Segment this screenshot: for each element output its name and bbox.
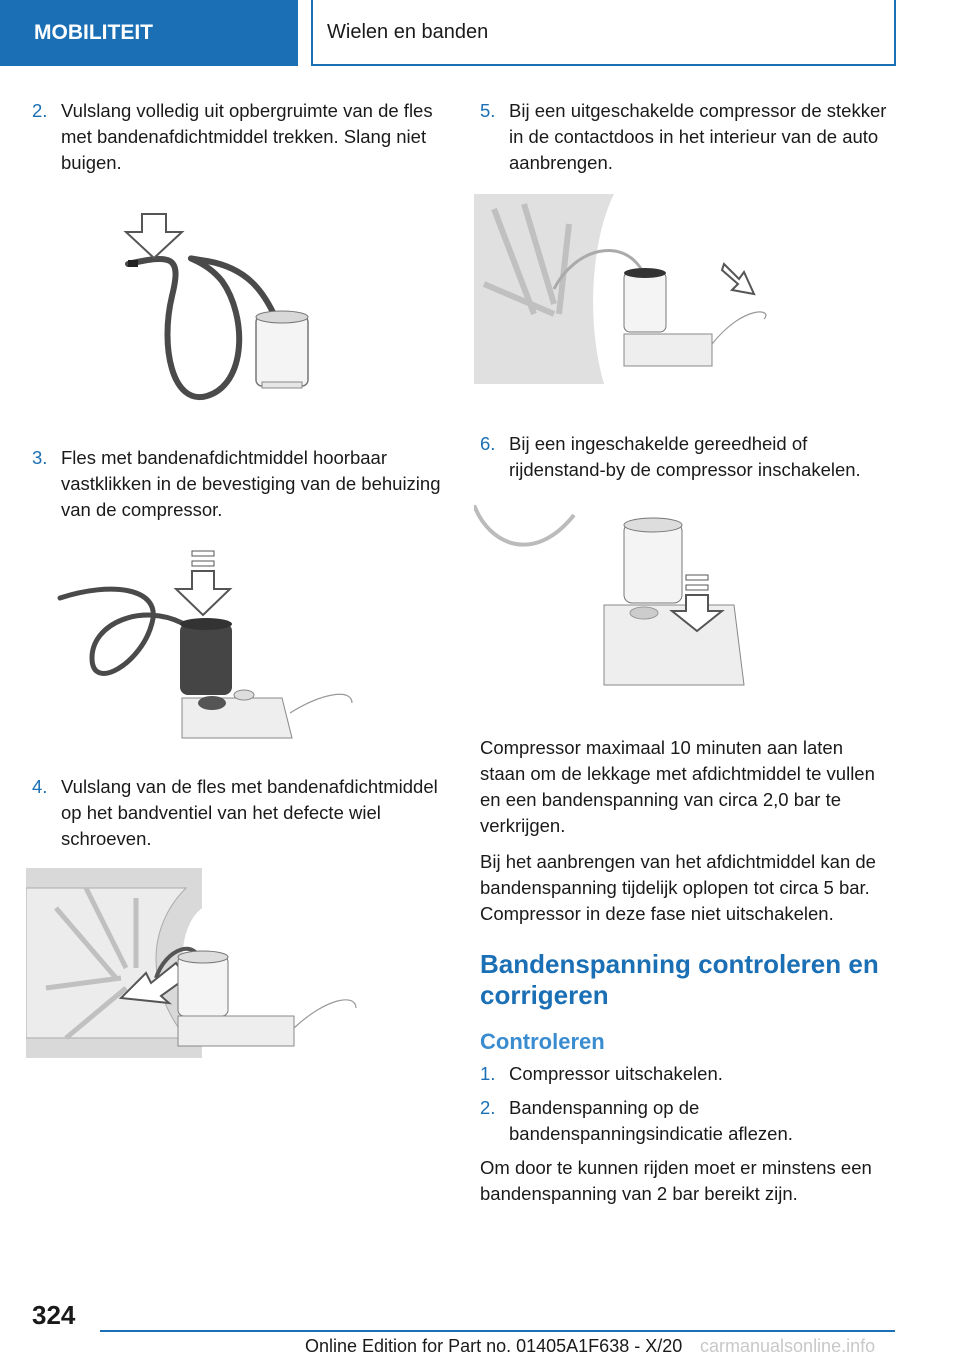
bottle-click-illustration xyxy=(32,543,452,758)
paragraph-compressor: Compressor maximaal 10 minuten aan laten staan om de lekkage met afdichtmiddel te vullen en een bandenspanning van circa 2,0 bar te verkrijgen. xyxy=(480,737,875,836)
valve-connect-illustration xyxy=(26,868,446,1058)
footer-edition: Online Edition for Part no. 01405A1F638 - X/20 xyxy=(305,1336,683,1356)
step-3 xyxy=(32,445,452,523)
chapter-title: Wielen en banden xyxy=(327,20,489,43)
subheading: Controleren xyxy=(480,1029,605,1054)
step-text: Compressor uitschakelen. xyxy=(509,1063,723,1084)
step-text: Fles met bandenafdichtmiddel hoorbaar vastklikken in de bevestiging van de behuizing van de compressor. xyxy=(61,447,441,520)
step-5 xyxy=(480,98,892,176)
step-text: Vulslang volledig uit opbergruimte van de fles met bandenafdichtmiddel trekken. Slang niet buigen. xyxy=(61,100,433,173)
check-step-1 xyxy=(480,1061,892,1087)
step-number: 3. xyxy=(32,447,48,468)
section-tab xyxy=(0,0,298,66)
right-column xyxy=(480,98,892,1217)
step-number: 5. xyxy=(480,100,496,121)
step-4 xyxy=(32,774,452,852)
step-number: 2. xyxy=(480,1097,496,1118)
paragraph-pressure: Bij het aanbrengen van het afdichtmiddel kan de bandenspanning tijdelijk oplopen tot circa 5 bar. Compressor in deze fase niet uitschakelen. xyxy=(480,851,876,924)
step-number: 1. xyxy=(480,1063,496,1084)
footer-watermark: carmanualsonline.info xyxy=(700,1336,876,1356)
switch-on-illustration xyxy=(474,505,886,705)
closing-paragraph: Om door te kunnen rijden moet er minstens een bandenspanning van 2 bar bereikt zijn. xyxy=(480,1157,872,1204)
section-heading: Bandenspanning controleren en corrigeren xyxy=(480,949,879,1010)
step-text: Bij een uitgeschakelde compressor de stekker in de contactdoos in het interieur van de auto aanbrengen. xyxy=(509,100,887,173)
footer-divider xyxy=(100,1330,895,1332)
plug-in-illustration xyxy=(474,194,886,389)
step-2 xyxy=(32,98,452,176)
step-text: Bij een ingeschakelde gereedheid of rijdenstand-by de compressor inschakelen. xyxy=(509,433,861,480)
section-title: MOBILITEIT xyxy=(34,21,153,44)
step-number: 6. xyxy=(480,433,496,454)
chapter-tab xyxy=(311,0,896,66)
step-6 xyxy=(480,431,892,483)
left-column xyxy=(32,98,452,1058)
page-number: 324 xyxy=(32,1300,76,1330)
hose-illustration xyxy=(32,196,452,431)
check-step-2 xyxy=(480,1095,892,1147)
step-number: 2. xyxy=(32,100,48,121)
step-text: Vulslang van de fles met bandenafdichtmiddel op het bandventiel van het defecte wiel schroeven. xyxy=(61,776,438,849)
step-text: Bandenspanning op de bandenspanningsindicatie aflezen. xyxy=(509,1097,793,1144)
step-number: 4. xyxy=(32,776,48,797)
